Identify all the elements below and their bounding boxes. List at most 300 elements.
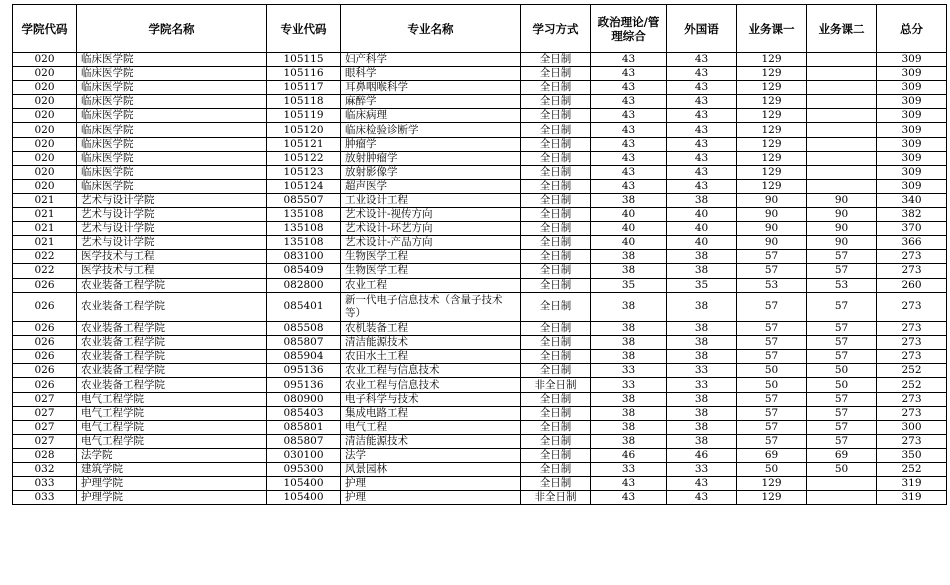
cell-college-code: 033 [13,491,77,505]
cell-college-code: 027 [13,406,77,420]
cell-college-name: 艺术与设计学院 [77,208,267,222]
cell-major-name: 生物医学工程 [341,264,521,278]
cell-total: 366 [877,236,947,250]
cell-major-name: 临床病理 [341,109,521,123]
cell-major-name: 超声医学 [341,179,521,193]
cell-study-mode: 全日制 [521,236,591,250]
cell-college-code: 026 [13,278,77,292]
cell-college-name: 医学技术与工程 [77,250,267,264]
cell-major-name: 生物医学工程 [341,250,521,264]
cell-study-mode: 全日制 [521,81,591,95]
cell-college-code: 026 [13,336,77,350]
cell-major-code: 105122 [267,151,341,165]
cell-subject-two: 50 [807,463,877,477]
cell-foreign-language: 43 [667,179,737,193]
cell-total: 273 [877,434,947,448]
cell-college-name: 临床医学院 [77,165,267,179]
cell-subject-two: 57 [807,406,877,420]
cell-subject-one: 57 [737,434,807,448]
cell-foreign-language: 43 [667,165,737,179]
cell-foreign-language: 35 [667,278,737,292]
cell-politics: 38 [591,336,667,350]
cell-college-name: 农业装备工程学院 [77,378,267,392]
cell-study-mode: 全日制 [521,350,591,364]
cell-total: 273 [877,250,947,264]
cell-major-code: 095300 [267,463,341,477]
table-row [13,378,947,392]
table-row [13,208,947,222]
cell-subject-one: 90 [737,208,807,222]
cell-college-code: 027 [13,434,77,448]
cell-college-code: 020 [13,53,77,67]
cell-politics: 46 [591,448,667,462]
cell-politics: 33 [591,364,667,378]
cell-foreign-language: 38 [667,292,737,322]
cell-subject-two [807,491,877,505]
cell-subject-one: 129 [737,95,807,109]
cell-foreign-language: 38 [667,434,737,448]
cell-subject-two [807,165,877,179]
cell-subject-one: 69 [737,448,807,462]
cell-major-name: 艺术设计-视传方向 [341,208,521,222]
cell-major-name: 护理 [341,477,521,491]
table-row [13,236,947,250]
cell-subject-two [807,477,877,491]
score-table [12,4,947,505]
cell-subject-one: 129 [737,137,807,151]
table-row [13,95,947,109]
cell-major-code: 085801 [267,420,341,434]
cell-study-mode: 全日制 [521,392,591,406]
cell-foreign-language: 38 [667,193,737,207]
col-header-subject-one: 业务课一 [737,5,807,53]
cell-major-name: 农田水土工程 [341,350,521,364]
cell-total: 273 [877,292,947,322]
cell-college-name: 临床医学院 [77,123,267,137]
cell-foreign-language: 38 [667,420,737,434]
col-header-college-name: 学院名称 [77,5,267,53]
cell-college-name: 电气工程学院 [77,434,267,448]
cell-subject-two: 90 [807,236,877,250]
cell-total: 273 [877,392,947,406]
cell-subject-two: 53 [807,278,877,292]
cell-total: 309 [877,137,947,151]
cell-major-name: 农机装备工程 [341,322,521,336]
cell-subject-one: 129 [737,179,807,193]
cell-politics: 38 [591,420,667,434]
cell-subject-one: 129 [737,67,807,81]
table-row [13,67,947,81]
table-row [13,151,947,165]
cell-college-code: 020 [13,109,77,123]
cell-subject-two [807,109,877,123]
cell-subject-one: 57 [737,322,807,336]
cell-college-name: 临床医学院 [77,179,267,193]
cell-subject-one: 129 [737,53,807,67]
cell-college-code: 020 [13,95,77,109]
cell-foreign-language: 40 [667,208,737,222]
cell-total: 273 [877,350,947,364]
table-row [13,463,947,477]
cell-foreign-language: 40 [667,222,737,236]
table-row [13,109,947,123]
table-row [13,179,947,193]
cell-subject-one: 57 [737,350,807,364]
cell-study-mode: 全日制 [521,137,591,151]
cell-subject-one: 50 [737,463,807,477]
cell-politics: 38 [591,292,667,322]
cell-study-mode: 非全日制 [521,491,591,505]
cell-college-code: 026 [13,292,77,322]
cell-major-code: 105119 [267,109,341,123]
cell-subject-two: 57 [807,434,877,448]
cell-foreign-language: 33 [667,364,737,378]
cell-subject-two: 90 [807,208,877,222]
cell-subject-one: 57 [737,392,807,406]
cell-study-mode: 全日制 [521,406,591,420]
cell-politics: 43 [591,137,667,151]
col-header-foreign-language: 外国语 [667,5,737,53]
cell-subject-one: 90 [737,193,807,207]
cell-subject-one: 129 [737,123,807,137]
cell-major-code: 085409 [267,264,341,278]
cell-college-name: 电气工程学院 [77,406,267,420]
cell-politics: 38 [591,193,667,207]
cell-politics: 43 [591,81,667,95]
cell-study-mode: 全日制 [521,336,591,350]
cell-subject-one: 57 [737,406,807,420]
cell-total: 319 [877,477,947,491]
cell-college-name: 电气工程学院 [77,392,267,406]
cell-subject-one: 90 [737,236,807,250]
cell-college-code: 020 [13,165,77,179]
cell-major-code: 083100 [267,250,341,264]
col-header-college-code: 学院代码 [13,5,77,53]
cell-foreign-language: 40 [667,236,737,250]
cell-foreign-language: 38 [667,264,737,278]
cell-college-name: 电气工程学院 [77,420,267,434]
cell-major-name: 新一代电子信息技术（含量子技术等） [341,292,521,322]
cell-college-name: 农业装备工程学院 [77,278,267,292]
cell-politics: 38 [591,322,667,336]
cell-college-name: 临床医学院 [77,53,267,67]
cell-politics: 40 [591,236,667,250]
cell-politics: 43 [591,165,667,179]
cell-foreign-language: 43 [667,95,737,109]
cell-study-mode: 全日制 [521,165,591,179]
cell-total: 260 [877,278,947,292]
cell-major-code: 105118 [267,95,341,109]
cell-subject-two: 57 [807,350,877,364]
cell-subject-two: 57 [807,264,877,278]
col-header-total: 总分 [877,5,947,53]
cell-college-code: 027 [13,420,77,434]
cell-politics: 43 [591,179,667,193]
table-row [13,292,947,322]
cell-college-code: 021 [13,222,77,236]
cell-politics: 43 [591,123,667,137]
table-row [13,448,947,462]
col-header-study-mode: 学习方式 [521,5,591,53]
cell-major-code: 085401 [267,292,341,322]
table-row [13,250,947,264]
cell-study-mode: 全日制 [521,463,591,477]
cell-major-code: 105400 [267,477,341,491]
cell-total: 309 [877,95,947,109]
cell-major-code: 105115 [267,53,341,67]
cell-politics: 38 [591,434,667,448]
table-row [13,491,947,505]
cell-foreign-language: 33 [667,378,737,392]
cell-college-code: 032 [13,463,77,477]
cell-subject-one: 57 [737,250,807,264]
cell-study-mode: 全日制 [521,278,591,292]
cell-college-name: 临床医学院 [77,81,267,95]
cell-major-name: 电子科学与技术 [341,392,521,406]
cell-total: 319 [877,491,947,505]
cell-study-mode: 全日制 [521,95,591,109]
cell-major-name: 艺术设计-环艺方向 [341,222,521,236]
cell-foreign-language: 38 [667,250,737,264]
cell-college-code: 020 [13,179,77,193]
cell-major-code: 085807 [267,434,341,448]
cell-subject-one: 57 [737,336,807,350]
cell-major-code: 085403 [267,406,341,420]
cell-study-mode: 全日制 [521,264,591,278]
cell-foreign-language: 38 [667,392,737,406]
cell-college-name: 艺术与设计学院 [77,222,267,236]
cell-major-code: 105120 [267,123,341,137]
cell-foreign-language: 43 [667,109,737,123]
cell-major-name: 耳鼻咽喉科学 [341,81,521,95]
cell-total: 309 [877,53,947,67]
cell-study-mode: 全日制 [521,53,591,67]
cell-college-name: 临床医学院 [77,95,267,109]
cell-study-mode: 全日制 [521,222,591,236]
cell-foreign-language: 43 [667,53,737,67]
cell-major-code: 085807 [267,336,341,350]
cell-subject-one: 129 [737,165,807,179]
cell-college-code: 026 [13,364,77,378]
cell-subject-one: 129 [737,151,807,165]
cell-politics: 38 [591,264,667,278]
cell-total: 309 [877,151,947,165]
cell-subject-one: 129 [737,477,807,491]
cell-politics: 43 [591,67,667,81]
cell-major-name: 妇产科学 [341,53,521,67]
cell-college-name: 法学院 [77,448,267,462]
table-row [13,364,947,378]
cell-study-mode: 全日制 [521,179,591,193]
cell-total: 309 [877,81,947,95]
cell-major-code: 082800 [267,278,341,292]
cell-total: 350 [877,448,947,462]
cell-foreign-language: 43 [667,491,737,505]
cell-foreign-language: 38 [667,322,737,336]
cell-college-name: 临床医学院 [77,137,267,151]
cell-major-code: 135108 [267,208,341,222]
cell-foreign-language: 43 [667,123,737,137]
table-row [13,420,947,434]
table-row [13,137,947,151]
cell-subject-two: 57 [807,322,877,336]
cell-foreign-language: 46 [667,448,737,462]
cell-politics: 38 [591,350,667,364]
cell-major-code: 095136 [267,378,341,392]
cell-total: 300 [877,420,947,434]
cell-major-code: 105121 [267,137,341,151]
cell-politics: 43 [591,95,667,109]
cell-foreign-language: 43 [667,137,737,151]
cell-college-name: 护理学院 [77,477,267,491]
cell-study-mode: 全日制 [521,477,591,491]
cell-major-code: 080900 [267,392,341,406]
cell-major-name: 电气工程 [341,420,521,434]
cell-study-mode: 全日制 [521,250,591,264]
cell-foreign-language: 38 [667,350,737,364]
cell-college-name: 农业装备工程学院 [77,292,267,322]
cell-subject-one: 50 [737,364,807,378]
cell-major-name: 清洁能源技术 [341,434,521,448]
cell-politics: 43 [591,477,667,491]
cell-total: 252 [877,364,947,378]
cell-major-code: 095136 [267,364,341,378]
cell-politics: 38 [591,250,667,264]
cell-subject-two: 57 [807,420,877,434]
cell-major-name: 护理 [341,491,521,505]
cell-politics: 40 [591,222,667,236]
cell-total: 273 [877,406,947,420]
cell-politics: 33 [591,378,667,392]
table-row [13,165,947,179]
cell-subject-two: 57 [807,292,877,322]
cell-college-name: 临床医学院 [77,67,267,81]
cell-college-code: 020 [13,151,77,165]
cell-study-mode: 全日制 [521,208,591,222]
cell-total: 309 [877,109,947,123]
cell-major-code: 030100 [267,448,341,462]
cell-major-name: 农业工程 [341,278,521,292]
cell-college-code: 020 [13,123,77,137]
cell-politics: 38 [591,392,667,406]
cell-subject-two: 90 [807,222,877,236]
cell-college-name: 临床医学院 [77,151,267,165]
cell-subject-two [807,81,877,95]
cell-study-mode: 全日制 [521,434,591,448]
col-header-subject-two: 业务课二 [807,5,877,53]
cell-major-name: 法学 [341,448,521,462]
cell-study-mode: 全日制 [521,292,591,322]
cell-subject-one: 57 [737,420,807,434]
table-row [13,222,947,236]
cell-subject-one: 50 [737,378,807,392]
cell-subject-two [807,95,877,109]
cell-study-mode: 全日制 [521,151,591,165]
cell-foreign-language: 43 [667,67,737,81]
cell-college-code: 028 [13,448,77,462]
cell-politics: 40 [591,208,667,222]
cell-major-code: 085508 [267,322,341,336]
cell-major-name: 麻醉学 [341,95,521,109]
table-row [13,53,947,67]
cell-study-mode: 非全日制 [521,378,591,392]
cell-subject-two: 50 [807,378,877,392]
cell-major-name: 农业工程与信息技术 [341,364,521,378]
cell-total: 252 [877,463,947,477]
cell-total: 309 [877,123,947,137]
table-row [13,81,947,95]
cell-college-name: 农业装备工程学院 [77,350,267,364]
cell-politics: 33 [591,463,667,477]
cell-major-name: 农业工程与信息技术 [341,378,521,392]
cell-major-name: 放射肿瘤学 [341,151,521,165]
cell-subject-one: 57 [737,264,807,278]
cell-major-name: 艺术设计-产品方向 [341,236,521,250]
cell-subject-two [807,151,877,165]
cell-politics: 43 [591,109,667,123]
cell-major-name: 集成电路工程 [341,406,521,420]
cell-college-code: 020 [13,81,77,95]
cell-subject-two [807,53,877,67]
cell-subject-two [807,137,877,151]
cell-major-code: 105123 [267,165,341,179]
cell-college-code: 033 [13,477,77,491]
cell-major-name: 工业设计工程 [341,193,521,207]
col-header-major-name: 专业名称 [341,5,521,53]
cell-college-name: 农业装备工程学院 [77,336,267,350]
table-row [13,406,947,420]
cell-college-name: 护理学院 [77,491,267,505]
cell-college-code: 026 [13,322,77,336]
cell-major-code: 085507 [267,193,341,207]
cell-foreign-language: 38 [667,406,737,420]
cell-total: 252 [877,378,947,392]
cell-subject-two [807,179,877,193]
cell-subject-two: 90 [807,193,877,207]
cell-total: 309 [877,165,947,179]
cell-total: 273 [877,322,947,336]
cell-major-code: 105116 [267,67,341,81]
cell-subject-one: 53 [737,278,807,292]
cell-total: 382 [877,208,947,222]
cell-study-mode: 全日制 [521,193,591,207]
cell-subject-two [807,67,877,81]
cell-total: 370 [877,222,947,236]
cell-college-name: 农业装备工程学院 [77,322,267,336]
cell-study-mode: 全日制 [521,364,591,378]
cell-major-code: 105400 [267,491,341,505]
table-row [13,477,947,491]
table-row [13,278,947,292]
cell-major-code: 085904 [267,350,341,364]
cell-major-name: 清洁能源技术 [341,336,521,350]
cell-politics: 43 [591,53,667,67]
cell-politics: 35 [591,278,667,292]
cell-college-code: 020 [13,67,77,81]
cell-major-code: 135108 [267,222,341,236]
cell-foreign-language: 38 [667,336,737,350]
cell-college-name: 艺术与设计学院 [77,193,267,207]
table-row [13,350,947,364]
cell-college-code: 021 [13,208,77,222]
table-row [13,434,947,448]
cell-subject-one: 129 [737,491,807,505]
cell-study-mode: 全日制 [521,123,591,137]
cell-college-code: 022 [13,264,77,278]
cell-subject-two [807,123,877,137]
cell-total: 309 [877,67,947,81]
table-row [13,264,947,278]
